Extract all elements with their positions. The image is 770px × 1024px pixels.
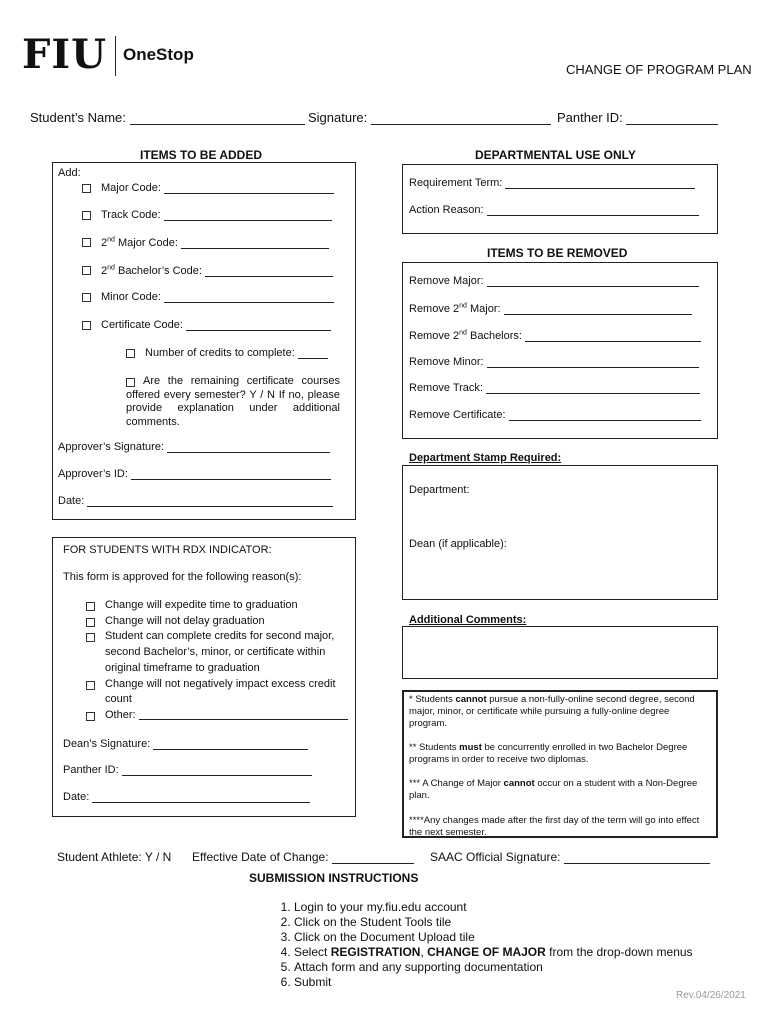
remove-track-field[interactable] — [409, 382, 700, 394]
track-code-field[interactable] — [82, 209, 332, 221]
remove-minor-field[interactable] — [409, 356, 699, 368]
second-bachelor-code-field[interactable] — [82, 264, 333, 277]
departmental-box — [402, 164, 718, 234]
rdx-reason-label: Student can complete credits for second major, second Bachelor’s, minor, or certificate within original timeframe to graduation — [105, 630, 335, 674]
add-label: Add: — [58, 167, 81, 179]
checkbox[interactable] — [82, 293, 91, 302]
note-1: * Students cannot pursue a non-fully-online second degree, second major, minor, or certificate while pursuing a fully-online degree program. — [409, 694, 695, 729]
remove-certificate-label: Remove Certificate: — [409, 409, 506, 421]
rdx-reason-label: Change will expedite time to graduation — [105, 599, 298, 611]
rdx-reason-item[interactable] — [86, 708, 348, 724]
requirement-term-label: Requirement Term: — [409, 177, 503, 189]
second-major-code-field[interactable] — [82, 236, 329, 249]
note-2: ** Students must be concurrently enrolled in two Bachelor Degree programs in order to receive two diplomas. — [409, 742, 688, 765]
submission-step: 5. Attach form and any supporting documentation — [294, 960, 752, 975]
remaining-courses-field[interactable] — [126, 375, 340, 429]
major-code-label: Major Code: — [101, 182, 161, 194]
track-code-label: Track Code: — [101, 209, 161, 221]
rdx-reason-label: Other: — [105, 708, 136, 721]
onestop-label: OneStop — [123, 45, 194, 64]
items-added-heading: ITEMS TO BE ADDED — [140, 148, 263, 162]
approver-signature-field[interactable] — [58, 441, 330, 453]
rdx-panther-id-field[interactable] — [63, 764, 312, 776]
comments-heading: Additional Comments: — [409, 614, 527, 626]
rdx-reason-item[interactable] — [86, 598, 348, 614]
revision-date: Rev.04/26/2021 — [676, 990, 746, 1001]
remove-major-label: Remove Major: — [409, 275, 484, 287]
remove-second-major-label: Remove 2nd Major: — [409, 302, 501, 315]
fiu-logo: FIU — [22, 31, 107, 78]
checkbox[interactable] — [86, 618, 95, 627]
rdx-panther-id-label: Panther ID: — [63, 764, 119, 776]
student-name-label: Student’s Name: — [30, 110, 126, 125]
student-athlete-field[interactable]: Student Athlete: Y / N — [57, 850, 172, 864]
items-removed-heading: ITEMS TO BE REMOVED — [487, 246, 628, 260]
signature-field[interactable] — [308, 110, 551, 125]
remove-minor-label: Remove Minor: — [409, 356, 484, 368]
rdx-reason-list — [86, 598, 348, 724]
stamp-heading: Department Stamp Required: — [409, 452, 562, 464]
checkbox[interactable] — [86, 602, 95, 611]
second-bachelor-code-label: 2nd Bachelor’s Code: — [101, 264, 202, 277]
submission-step: 4. Select REGISTRATION, CHANGE OF MAJOR from the drop-down menus — [294, 945, 752, 960]
certificate-code-field[interactable] — [82, 319, 331, 331]
saac-signature-label: SAAC Official Signature: — [430, 850, 561, 864]
credits-complete-field[interactable] — [126, 347, 328, 359]
remaining-courses-text: Are the remaining certificate courses offered every semester? Y / N If no, please provide explanation under additional comments. — [126, 375, 340, 428]
panther-id-label: Panther ID: — [557, 110, 623, 125]
submission-step: 3. Click on the Document Upload tile — [294, 930, 752, 945]
remove-second-bachelors-field[interactable] — [409, 329, 701, 342]
second-major-code-label: 2nd Major Code: — [101, 236, 178, 249]
checkbox[interactable] — [82, 266, 91, 275]
approver-signature-label: Approver’s Signature: — [58, 441, 164, 453]
rdx-intro: This form is approved for the following reason(s): — [63, 571, 302, 583]
approver-date-field[interactable] — [58, 495, 333, 507]
saac-signature-field[interactable] — [430, 850, 710, 864]
checkbox[interactable] — [82, 321, 91, 330]
minor-code-label: Minor Code: — [101, 291, 161, 303]
submission-steps — [272, 900, 752, 990]
checkbox[interactable] — [82, 211, 91, 220]
minor-code-field[interactable] — [82, 291, 334, 303]
effective-date-label: Effective Date of Change: — [192, 850, 329, 864]
rdx-date-label: Date: — [63, 791, 90, 803]
action-reason-field[interactable] — [409, 204, 699, 216]
rdx-date-field[interactable] — [63, 791, 310, 803]
departmental-heading: DEPARTMENTAL USE ONLY — [475, 148, 636, 162]
checkbox[interactable] — [82, 238, 91, 247]
signature-label: Signature: — [308, 110, 368, 125]
rdx-reason-item[interactable] — [86, 677, 348, 708]
approver-id-label: Approver’s ID: — [58, 468, 128, 480]
checkbox[interactable] — [126, 349, 135, 358]
student-name-field[interactable] — [30, 110, 305, 125]
department-label: Department: — [409, 484, 470, 496]
approver-id-field[interactable] — [58, 468, 331, 480]
note-4: ****Any changes made after the first day of the term will go into effect the next semester. — [409, 815, 700, 838]
rdx-reason-label: Change will not negatively impact excess credit count — [105, 677, 336, 706]
checkbox[interactable] — [86, 712, 95, 721]
form-title: CHANGE OF PROGRAM PLAN — [566, 62, 752, 77]
approver-date-label: Date: — [58, 495, 85, 507]
remove-second-bachelors-label: Remove 2nd Bachelors: — [409, 329, 522, 342]
remove-second-major-field[interactable] — [409, 302, 692, 315]
dean-signature-label: Dean’s Signature: — [63, 738, 151, 750]
submission-step: 1. Login to your my.fiu.edu account — [294, 900, 752, 915]
note-3: *** A Change of Major cannot occur on a student with a Non-Degree plan. — [409, 778, 698, 801]
submission-heading: SUBMISSION INSTRUCTIONS — [249, 871, 419, 885]
rdx-reason-label: Change will not delay graduation — [105, 614, 265, 627]
checkbox[interactable] — [82, 184, 91, 193]
submission-step: 6. Submit — [294, 975, 752, 990]
requirement-term-field[interactable] — [409, 177, 695, 189]
effective-date-field[interactable] — [192, 850, 414, 864]
rdx-heading: FOR STUDENTS WITH RDX INDICATOR: — [63, 544, 272, 556]
major-code-field[interactable] — [82, 182, 334, 194]
remove-certificate-field[interactable] — [409, 409, 701, 421]
credits-complete-label: Number of credits to complete: — [145, 347, 295, 359]
remove-track-label: Remove Track: — [409, 382, 483, 394]
rdx-reason-item[interactable] — [86, 629, 348, 676]
remove-major-field[interactable] — [409, 275, 699, 287]
comments-box[interactable] — [402, 626, 718, 679]
dean-label: Dean (if applicable): — [409, 538, 507, 550]
checkbox[interactable] — [86, 633, 95, 642]
submission-step: 2. Click on the Student Tools tile — [294, 915, 752, 930]
checkbox[interactable] — [86, 681, 95, 690]
dean-signature-field[interactable] — [63, 738, 308, 750]
action-reason-label: Action Reason: — [409, 204, 484, 216]
checkbox[interactable] — [126, 378, 135, 387]
rdx-reason-item[interactable] — [86, 614, 348, 630]
certificate-code-label: Certificate Code: — [101, 319, 183, 331]
panther-id-field[interactable] — [557, 110, 718, 125]
logo-divider — [115, 36, 116, 76]
